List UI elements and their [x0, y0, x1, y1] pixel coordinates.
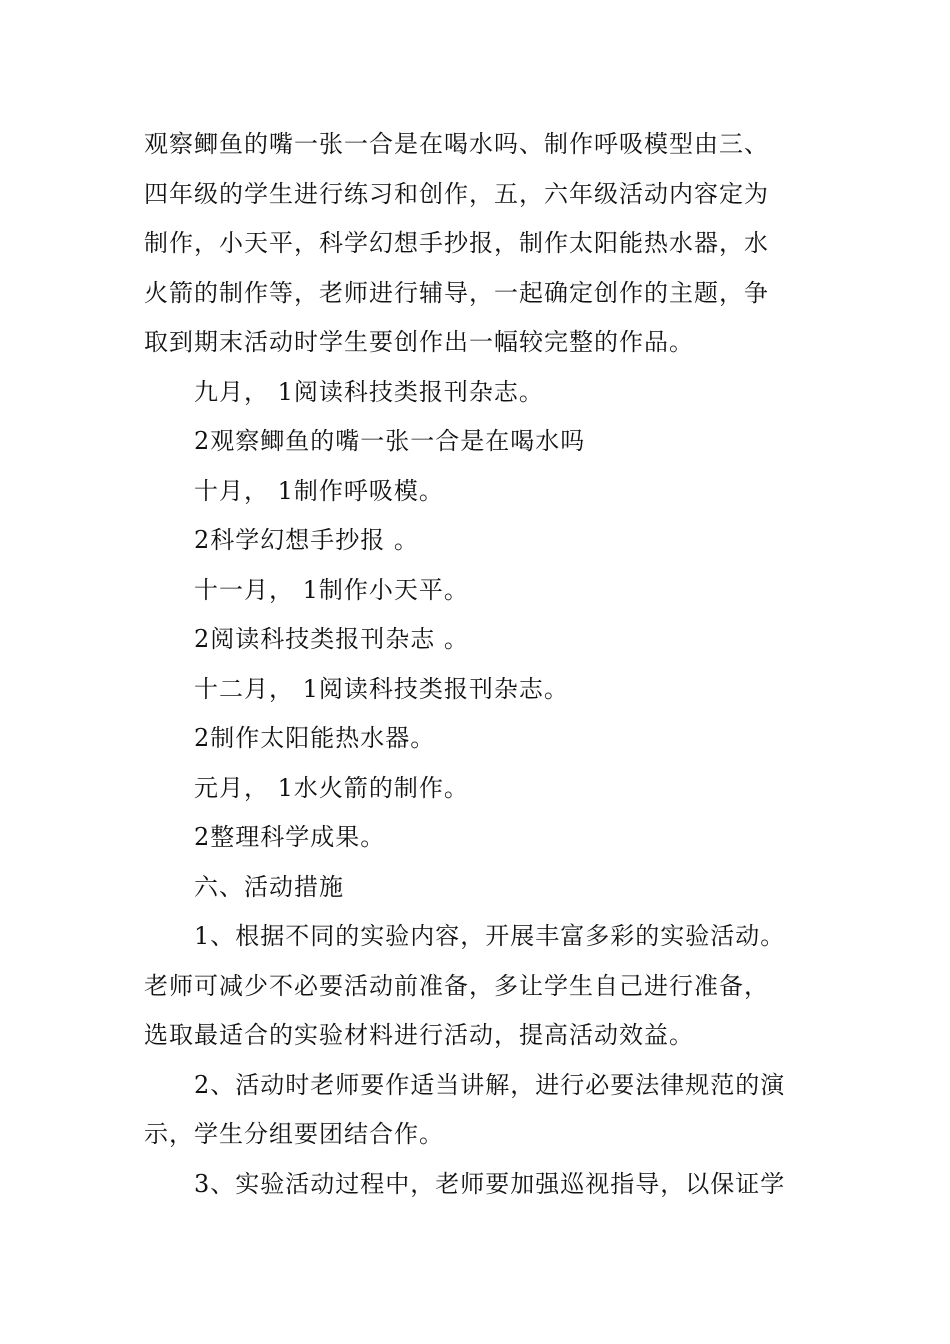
schedule-november-line-2: 2阅读科技类报刊杂志 。	[194, 625, 469, 653]
schedule-october-line-2: 2科学幻想手抄报 。	[194, 526, 419, 554]
section-heading: 六、活动措施	[194, 872, 344, 901]
text-line: 选取最适合的实验材料进行活动，提高活动效益。	[144, 1021, 694, 1049]
text-line: 取到期末活动时学生要创作出一幅较完整的作品。	[144, 328, 694, 356]
text-line: 1、根据不同的实验内容，开展丰富多彩的实验活动。	[194, 922, 786, 950]
text-line: 制作，小天平，科学幻想手抄报，制作太阳能热水器，水	[144, 229, 769, 257]
schedule-september-line-1: 九月， 1阅读科技类报刊杂志。	[194, 377, 544, 406]
schedule-december-line-1: 十二月， 1阅读科技类报刊杂志。	[194, 674, 569, 703]
text-line: 四年级的学生进行练习和创作，五，六年级活动内容定为	[144, 179, 769, 208]
schedule-january-line-1: 元月， 1水火箭的制作。	[194, 773, 469, 802]
text-line: 示，学生分组要团结合作。	[144, 1120, 444, 1148]
schedule-december-line-2: 2制作太阳能热水器。	[194, 724, 436, 752]
text-line: 3、实验活动过程中，老师要加强巡视指导，以保证学	[194, 1169, 786, 1198]
schedule-september-line-2: 2观察鲫鱼的嘴一张一合是在喝水吗	[194, 427, 586, 455]
schedule-january-line-2: 2整理科学成果。	[194, 823, 386, 851]
text-line: 火箭的制作等，老师进行辅导，一起确定创作的主题，争	[144, 278, 769, 307]
schedule-october-line-1: 十月， 1制作呼吸模。	[194, 476, 444, 505]
text-line: 老师可减少不必要活动前准备，多让学生自己进行准备，	[144, 971, 769, 1000]
text-line: 观察鲫鱼的嘴一张一合是在喝水吗、制作呼吸模型由三、	[144, 130, 769, 158]
document-body	[144, 120, 814, 1209]
text-line: 2、活动时老师要作适当讲解，进行必要法律规范的演	[194, 1070, 786, 1099]
schedule-november-line-1: 十一月， 1制作小天平。	[194, 575, 469, 604]
